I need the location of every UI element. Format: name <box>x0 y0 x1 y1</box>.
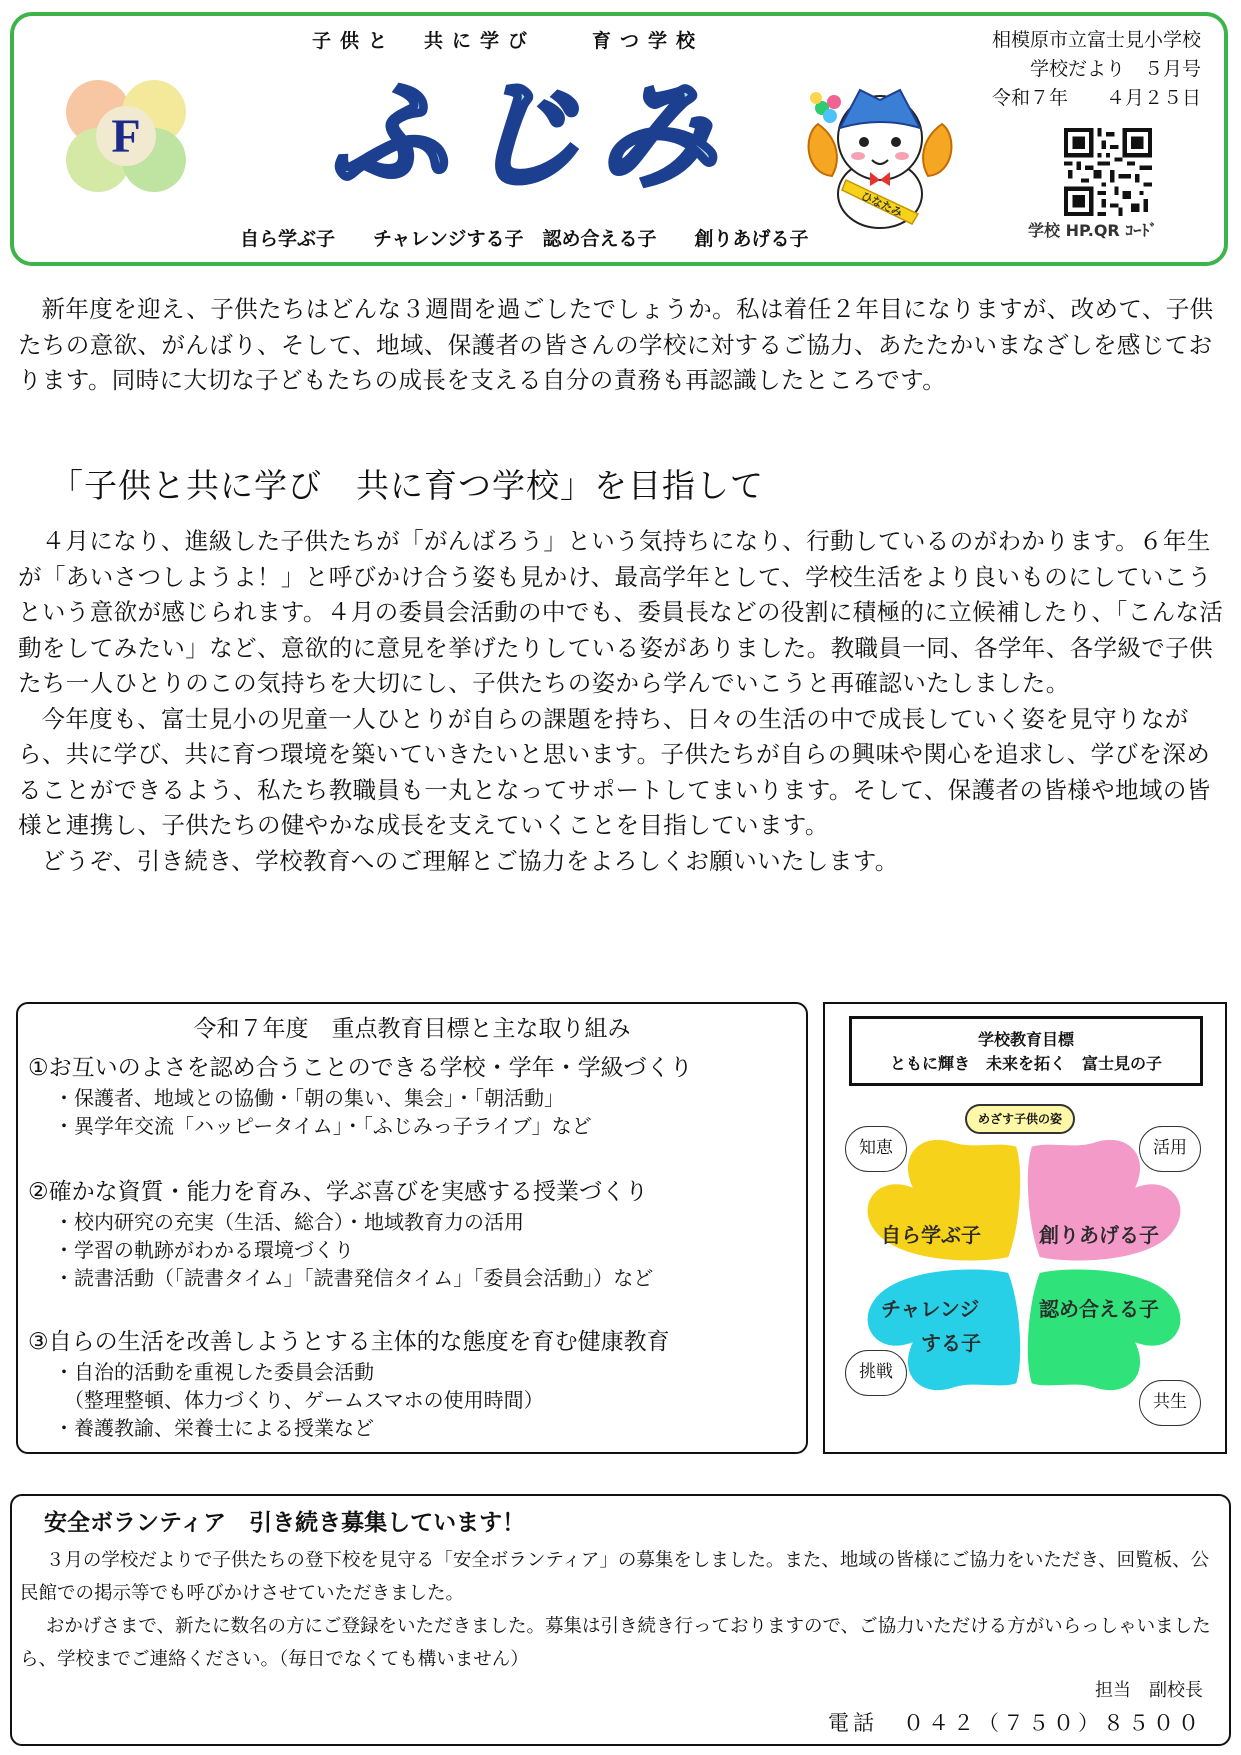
section-heading: 「子供と共に学び 共に育つ学校」を目指して <box>50 466 764 505</box>
education-goal-text: ともに輝き 未来を拓く 富士見の子 <box>889 1054 1162 1073</box>
leaf-label-accepting: 認め合える子 <box>1039 1297 1159 1321</box>
issue-date: 令和７年 ４月２５日 <box>991 87 1201 109</box>
school-goal-clover-panel <box>823 1002 1227 1454</box>
bubble-wisdom: 知恵 <box>845 1126 907 1172</box>
goal-item: ・学習の軌跡がわかる環境づくり <box>54 1238 354 1262</box>
qr-caption: 学校 HP.QR ｺｰﾄﾞ <box>1028 221 1158 240</box>
school-hp-qr-code[interactable] <box>1064 128 1152 216</box>
goal-heading: ②確かな資質・能力を育み、学ぶ喜びを実感する授業づくり <box>28 1179 648 1205</box>
body-paragraph: 今年度も、富士見小の児童一人ひとりが自らの課題を持ち、日々の生活の中で成長していく姿を見守りながら、共に学び、共に育つ環境を築いていきたいと思います。子供たちが自らの興味や関心を追求し、学びを深めることができるよう、私たち教職員も一丸となってサポートしてまいります。そして、保護者の皆様や地域の皆様と連携し、子供たちの健やかな成長を支えていくことを目指しています。 <box>18 704 1211 839</box>
safety-volunteer-notice <box>10 1494 1231 1746</box>
bubble-application: 活用 <box>1139 1126 1201 1172</box>
body-paragraph: ４月になり、進級した子供たちが「がんばろう」という気持ちになり、行動しているのがわかります。６年生が「あいさつしようよ！」と呼びかけ合う姿も見かけ、最高学年として、学校生活をより良いものにしていこうという意欲が感じられます。４月の委員会活動の中でも、委員長などの役割に積極的に立候補したり、「こんな活動をしてみたい」など、意欲的に意見を挙げたりしている姿がありました。教職員一同、各学年、各学級で子供たち一人ひとりのこの気持ちを大切にし、子供たちの姿から学んでいこうと再確認いたしました。 <box>18 527 1224 697</box>
goals-title: 令和７年度 重点教育目標と主な取り組み <box>193 1016 631 1042</box>
goal-item: ・校内研究の充実（生活、総合）・地域教育力の活用 <box>54 1210 524 1234</box>
volunteer-paragraph: ３月の学校だよりで子供たちの登下校を見守る「安全ボランティア」の募集をしました。また、地域の皆様にご協力をいただき、回覧板、公民館での掲示等でも呼びかけさせていただきました。 <box>20 1550 1210 1604</box>
goal-item: ・養護教諭、栄養士による授業など <box>54 1416 374 1440</box>
volunteer-title: 安全ボランティア 引き続き募集しています！ <box>44 1510 526 1536</box>
bubble-coexistence: 共生 <box>1139 1380 1201 1426</box>
newsletter-title: ふじみ <box>330 66 733 204</box>
body-text <box>18 524 1230 879</box>
leaf-label-creating: 創りあげる子 <box>1039 1223 1159 1247</box>
school-name: 相模原市立富士見小学校 <box>991 29 1201 51</box>
leaf-label-challenging: チャレンジ する子 <box>881 1297 981 1355</box>
volunteer-paragraph: おかげさまで、新たに数名の方にご登録をいただきました。募集は引き続き行っておりますので、ご協力いただける方がいらっしゃいましたら、学校までご連絡ください。（毎日でなくても構いません） <box>20 1616 1211 1670</box>
goal-heading: ③自らの生活を改善しようとする主体的な態度を育む健康教育 <box>28 1329 670 1355</box>
child-goals-line: 自ら学ぶ子 チャレンジする子 認め合える子 創りあげる子 <box>240 228 809 250</box>
goal-item: ・保護者、地域との協働・「朝の集い、集会」・「朝活動」 <box>54 1086 564 1110</box>
target-child-label: めざす子供の姿 <box>965 1104 1075 1134</box>
goal-item: （整理整頓、体力づくり、ゲームスマホの使用時間） <box>64 1388 544 1412</box>
logo-letter: F <box>111 110 141 163</box>
newsletter-issue: 学校だより ５月号 <box>1029 58 1201 80</box>
goal-group-2 <box>28 1176 653 1292</box>
volunteer-contact <box>828 1674 1203 1740</box>
goal-item: ・読書活動（「読書タイム」「読書発信タイム」「委員会活動」）など <box>54 1266 654 1290</box>
body-paragraph: どうぞ、引き続き、学校教育へのご理解とご協力をよろしくお願いいたします。 <box>41 846 899 875</box>
priority-goals-box <box>16 1002 808 1454</box>
goal-item: ・異学年交流「ハッピータイム」・「ふじみっ子ライブ」など <box>54 1114 592 1138</box>
goal-item: ・自治的活動を重視した委員会活動 <box>54 1360 374 1384</box>
education-goal-title: 学校教育目標 <box>977 1030 1074 1049</box>
goal-heading: ①お互いのよさを認め合うことのできる学校・学年・学級づくり <box>28 1055 693 1081</box>
school-flower-logo <box>56 70 196 200</box>
contact-phone: 電話 ０４２（７５０）８５００ <box>828 1711 1203 1735</box>
bubble-challenge: 挑戦 <box>845 1350 907 1396</box>
leaf-label-self-learning: 自ら学ぶ子 <box>881 1223 981 1247</box>
goal-group-1 <box>28 1052 693 1140</box>
contact-role: 担当 副校長 <box>1095 1680 1203 1701</box>
volunteer-text <box>20 1544 1220 1676</box>
intro-paragraph: 新年度を迎え、子供たちはどんな３週間を過ごしたでしょうか。私は着任２年目になりますが、改めて、子供たちの意欲、がんばり、そして、地域、保護者の皆さんの学校に対するご協力、あたたかいまなざしを感じております。同時に大切な子どもたちの成長を支える自分の責務も再認識したところです。 <box>18 295 1214 394</box>
school-mascot <box>800 76 960 236</box>
mascot-sash-text: ひなたみ <box>859 189 905 220</box>
clover-leaf-bottom-right <box>1027 1268 1182 1391</box>
goal-group-3 <box>28 1326 670 1442</box>
school-info <box>992 26 1201 113</box>
school-motto: 子供と 共に学び 育つ学校 <box>312 30 705 52</box>
